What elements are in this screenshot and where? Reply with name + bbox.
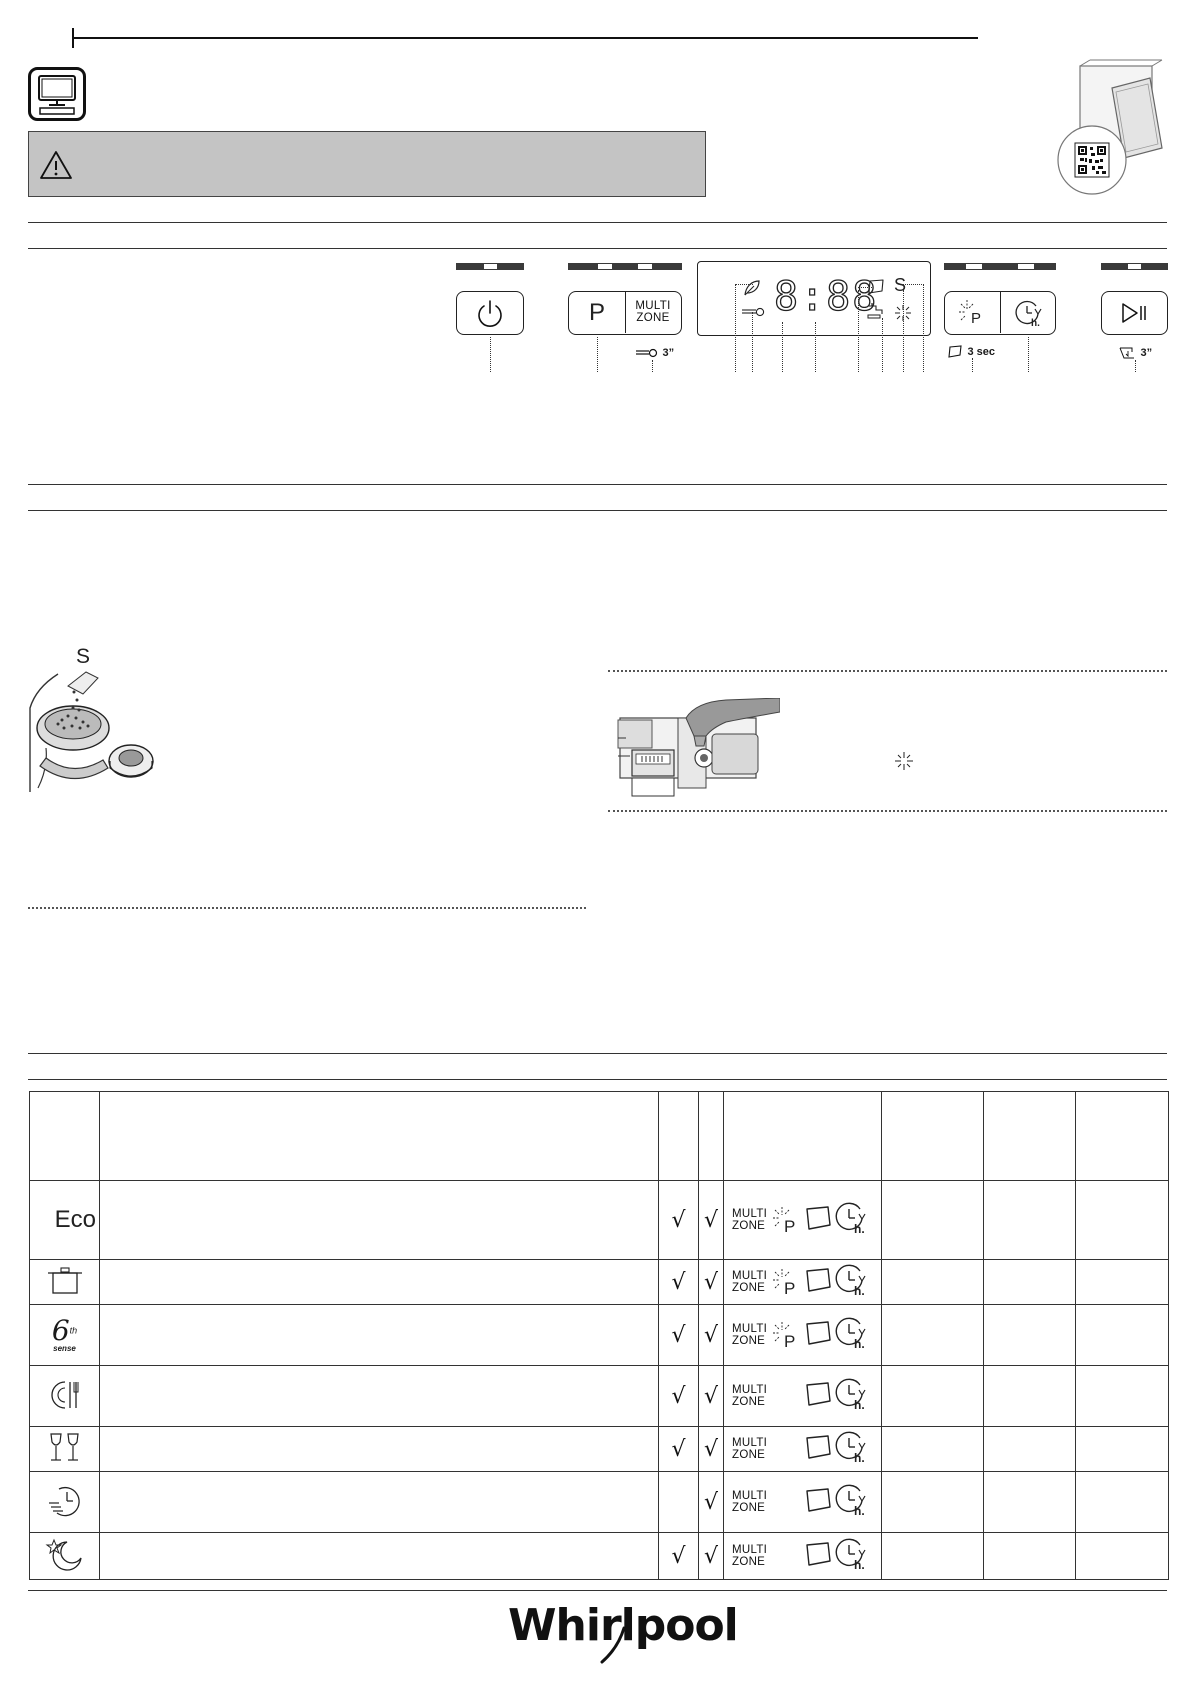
- check-mark: √: [703, 1269, 719, 1295]
- top-rule-tick: [72, 28, 74, 48]
- callout-line: [752, 312, 753, 372]
- table-row: [30, 1305, 1169, 1366]
- header-cell: [30, 1092, 100, 1181]
- tablet-icon: [947, 345, 963, 358]
- svg-text:P: P: [784, 1279, 796, 1297]
- display-bracket: [735, 284, 753, 285]
- options-cell: [724, 1427, 882, 1472]
- value-cell: [984, 1427, 1076, 1472]
- svg-text:h.: h.: [1031, 318, 1040, 329]
- table-row: [30, 1260, 1169, 1305]
- callout-line: [972, 358, 973, 372]
- callout-line: [1028, 337, 1029, 372]
- power-icon: [456, 291, 524, 335]
- door-hold-time: 3”: [1140, 346, 1153, 359]
- program-icon-cell: [30, 1260, 100, 1305]
- options-cell: [724, 1533, 882, 1580]
- multizone-label-line2: ZONE: [732, 1335, 766, 1347]
- power-dry-delay-group: [944, 291, 1056, 335]
- options-cell: [724, 1366, 882, 1427]
- indicator-strip: [1101, 263, 1168, 270]
- check-cell: [659, 1305, 699, 1366]
- multizone-label-line1: MULTI: [635, 300, 671, 312]
- display-bracket: [903, 284, 924, 285]
- svg-text:h.: h.: [854, 1450, 865, 1464]
- pot-icon: [30, 1260, 99, 1304]
- check-mark: √: [671, 1322, 686, 1348]
- key-icon: [636, 347, 658, 359]
- check-cell: [699, 1533, 724, 1580]
- sixth-sense-icon: 6th sense: [51, 1314, 78, 1353]
- multizone-button[interactable]: [626, 300, 680, 324]
- svg-text:h.: h.: [854, 1503, 865, 1517]
- multizone-label-line2: ZONE: [636, 312, 670, 324]
- check-cell: [699, 1427, 724, 1472]
- value-cell: [1076, 1427, 1169, 1472]
- start-pause-button[interactable]: [1101, 291, 1168, 335]
- eco-leaf-icon: [742, 278, 762, 298]
- tablet-hold-time: 3 sec: [967, 345, 995, 358]
- section-rule: [28, 248, 1167, 249]
- rinse-aid-illustration: [616, 698, 780, 802]
- power-dry-option-icon: [770, 1267, 802, 1297]
- check-cell: [699, 1305, 724, 1366]
- check-mark: √: [703, 1383, 719, 1409]
- programs-table: [29, 1091, 1169, 1580]
- logo-swoosh: [506, 1598, 696, 1668]
- top-rule: [72, 37, 978, 39]
- wine-glasses-icon: [30, 1427, 99, 1471]
- header-cell: [100, 1092, 659, 1181]
- multizone-label-line1: MULTI: [732, 1437, 768, 1449]
- program-icon-cell: [30, 1305, 100, 1366]
- value-cell: [1076, 1366, 1169, 1427]
- multizone-option: [732, 1208, 770, 1232]
- table-row: [30, 1427, 1169, 1472]
- salt-icon: S: [894, 275, 907, 295]
- check-cell: [659, 1533, 699, 1580]
- options-cell: [724, 1472, 882, 1533]
- tablet-option-icon: [802, 1266, 834, 1299]
- value-cell: [882, 1181, 984, 1260]
- value-cell: [882, 1260, 984, 1305]
- salt-refill-illustration: [28, 668, 158, 792]
- check-mark: √: [671, 1207, 686, 1233]
- rinse-aid-icon: [866, 302, 886, 320]
- multizone-label-line1: MULTI: [732, 1270, 768, 1282]
- delay-option-icon: [834, 1263, 870, 1302]
- quick-wash-icon: [30, 1478, 99, 1526]
- salt-symbol: S: [76, 645, 91, 668]
- program-description-cell: [100, 1305, 659, 1366]
- header-cell: [882, 1092, 984, 1181]
- multizone-option: [732, 1544, 770, 1568]
- delay-clock-icon: [1001, 292, 1054, 333]
- tablet-option-icon: [802, 1540, 834, 1573]
- callout-line: [735, 285, 736, 372]
- value-cell: [984, 1366, 1076, 1427]
- value-cell: [984, 1260, 1076, 1305]
- multizone-label-line2: ZONE: [732, 1502, 766, 1514]
- options-cell: [724, 1181, 882, 1260]
- program-icon-cell: [30, 1427, 100, 1472]
- delay-option-icon: [834, 1316, 870, 1355]
- multizone-label-line1: MULTI: [732, 1544, 768, 1556]
- door-open-indicator: [1118, 344, 1152, 358]
- power-dry-option-icon: [770, 1205, 802, 1235]
- power-dry-option-icon: [770, 1320, 802, 1350]
- check-mark: √: [671, 1543, 686, 1569]
- svg-text:h.: h.: [854, 1557, 865, 1571]
- value-cell: [882, 1472, 984, 1533]
- value-cell: [984, 1305, 1076, 1366]
- key-lock-indicator: [636, 344, 674, 358]
- power-dry-button[interactable]: [945, 292, 1001, 333]
- check-mark: √: [703, 1489, 719, 1515]
- callout-line: [903, 290, 904, 372]
- multizone-option: [732, 1490, 770, 1514]
- delay-option-icon: [834, 1537, 870, 1576]
- svg-text:h.: h.: [854, 1221, 865, 1235]
- multizone-option: [732, 1323, 770, 1347]
- program-description-cell: [100, 1366, 659, 1427]
- eco-icon: Eco: [54, 1206, 96, 1233]
- check-mark: √: [703, 1543, 719, 1569]
- multizone-label-line2: ZONE: [732, 1220, 766, 1232]
- monitor-icon: [28, 67, 86, 121]
- value-cell: [1076, 1472, 1169, 1533]
- multizone-label-line2: ZONE: [732, 1282, 766, 1294]
- value-cell: [1076, 1260, 1169, 1305]
- svg-text:h.: h.: [854, 1283, 865, 1297]
- program-icon-cell: [30, 1472, 100, 1533]
- check-cell: [659, 1260, 699, 1305]
- value-cell: [882, 1427, 984, 1472]
- callout-line: [652, 360, 653, 372]
- program-description-cell: [100, 1181, 659, 1260]
- indicator-strip: [568, 263, 682, 270]
- delay-option-icon: [834, 1430, 870, 1469]
- multizone-label-line1: MULTI: [732, 1490, 768, 1502]
- check-mark: √: [703, 1207, 719, 1233]
- svg-text:h.: h.: [854, 1397, 865, 1411]
- header-cell: [1076, 1092, 1169, 1181]
- multizone-option: [732, 1437, 770, 1461]
- callout-line: [882, 318, 883, 372]
- plate-cutlery-icon: [30, 1373, 99, 1419]
- tablet-hold-indicator: [947, 343, 995, 357]
- program-icon-cell: [30, 1366, 100, 1427]
- header-cell: [699, 1092, 724, 1181]
- dishwasher-qr-illustration: [1050, 58, 1170, 198]
- multizone-label-line2: ZONE: [732, 1556, 766, 1568]
- delay-start-button[interactable]: [1001, 292, 1054, 333]
- program-button-group: [568, 291, 682, 335]
- section-rule: [28, 510, 1167, 511]
- callout-line: [782, 322, 783, 372]
- tablet-option-icon: [802, 1486, 834, 1519]
- key-lock-icon: [742, 306, 766, 318]
- warning-icon: [39, 150, 73, 185]
- value-cell: [984, 1472, 1076, 1533]
- value-cell: [1076, 1181, 1169, 1260]
- program-button[interactable]: [569, 292, 626, 333]
- program-description-cell: [100, 1472, 659, 1533]
- brand-name: Whirlpool: [508, 1600, 738, 1651]
- key-lock-hold: 3”: [662, 346, 675, 359]
- svg-text:P: P: [784, 1332, 796, 1350]
- tablet-option-icon: [802, 1380, 834, 1413]
- footer-rule: [28, 1590, 1167, 1591]
- svg-text:P: P: [971, 310, 982, 327]
- check-mark: √: [703, 1436, 719, 1462]
- section-rule: [28, 222, 1167, 223]
- section-rule: [28, 1053, 1167, 1054]
- program-icon-cell: [30, 1181, 100, 1260]
- delay-option-icon: [834, 1201, 870, 1240]
- power-button[interactable]: [456, 291, 524, 335]
- multizone-option: [732, 1384, 770, 1408]
- check-cell: [699, 1472, 724, 1533]
- header-cell: [724, 1092, 882, 1181]
- check-cell: [659, 1472, 699, 1533]
- check-mark: √: [671, 1383, 686, 1409]
- value-cell: [1076, 1305, 1169, 1366]
- multizone-option: [732, 1270, 770, 1294]
- program-description-cell: [100, 1427, 659, 1472]
- value-cell: [882, 1533, 984, 1580]
- display-digits: 8:88: [774, 274, 879, 320]
- callout-line: [815, 322, 816, 372]
- table-row: [30, 1366, 1169, 1427]
- value-cell: [882, 1366, 984, 1427]
- check-cell: [699, 1260, 724, 1305]
- check-mark: √: [703, 1322, 719, 1348]
- check-cell: [659, 1366, 699, 1427]
- section-rule: [28, 484, 1167, 485]
- indicator-strip: [456, 263, 524, 270]
- check-cell: [659, 1427, 699, 1472]
- power-dry-icon: [945, 292, 1000, 333]
- tablet-option-icon: [802, 1433, 834, 1466]
- check-cell: [659, 1181, 699, 1260]
- multizone-label-line2: ZONE: [732, 1396, 766, 1408]
- program-icon-cell: [30, 1533, 100, 1580]
- multizone-label-line1: MULTI: [732, 1323, 768, 1335]
- check-cell: [699, 1366, 724, 1427]
- program-description-cell: [100, 1533, 659, 1580]
- night-icon: [30, 1533, 99, 1579]
- header-cell: [984, 1092, 1076, 1181]
- value-cell: [984, 1533, 1076, 1580]
- multizone-label-line2: ZONE: [732, 1449, 766, 1461]
- svg-text:h.: h.: [854, 1336, 865, 1350]
- svg-text:P: P: [784, 1217, 796, 1235]
- callout-line: [923, 285, 924, 372]
- table-row: [30, 1472, 1169, 1533]
- display-panel: [697, 261, 931, 336]
- callout-line: [490, 337, 491, 372]
- indicator-strip: [944, 263, 1056, 270]
- delay-option-icon: [834, 1483, 870, 1522]
- callout-line: [1135, 360, 1136, 372]
- dotted-separator: [28, 907, 586, 909]
- tablet-option-icon: [802, 1204, 834, 1237]
- program-description-cell: [100, 1260, 659, 1305]
- tablet-option-icon: [802, 1319, 834, 1352]
- warning-box: [28, 131, 706, 197]
- value-cell: [1076, 1533, 1169, 1580]
- display-bracket: [858, 287, 872, 288]
- value-cell: [882, 1305, 984, 1366]
- delay-option-icon: [834, 1377, 870, 1416]
- check-mark: √: [671, 1436, 686, 1462]
- program-letter: P: [588, 299, 605, 326]
- table-header-row: [30, 1092, 1169, 1181]
- callout-line: [597, 337, 598, 372]
- callout-line: [858, 290, 859, 372]
- table-row: [30, 1181, 1169, 1260]
- check-cell: [699, 1181, 724, 1260]
- section-rule: [28, 1079, 1167, 1080]
- table-row: [30, 1533, 1169, 1580]
- play-pause-icon: [1101, 291, 1168, 335]
- multizone-label-line1: MULTI: [732, 1384, 768, 1396]
- dotted-separator: [608, 670, 1167, 672]
- check-mark: √: [671, 1269, 686, 1295]
- brand-logo: [506, 1598, 738, 1668]
- options-cell: [724, 1260, 882, 1305]
- options-cell: [724, 1305, 882, 1366]
- dotted-separator: [608, 810, 1167, 812]
- header-cell: [659, 1092, 699, 1181]
- multizone-label-line1: MULTI: [732, 1208, 768, 1220]
- door-open-icon: [1118, 346, 1136, 360]
- sparkle-icon: [894, 751, 914, 771]
- value-cell: [984, 1181, 1076, 1260]
